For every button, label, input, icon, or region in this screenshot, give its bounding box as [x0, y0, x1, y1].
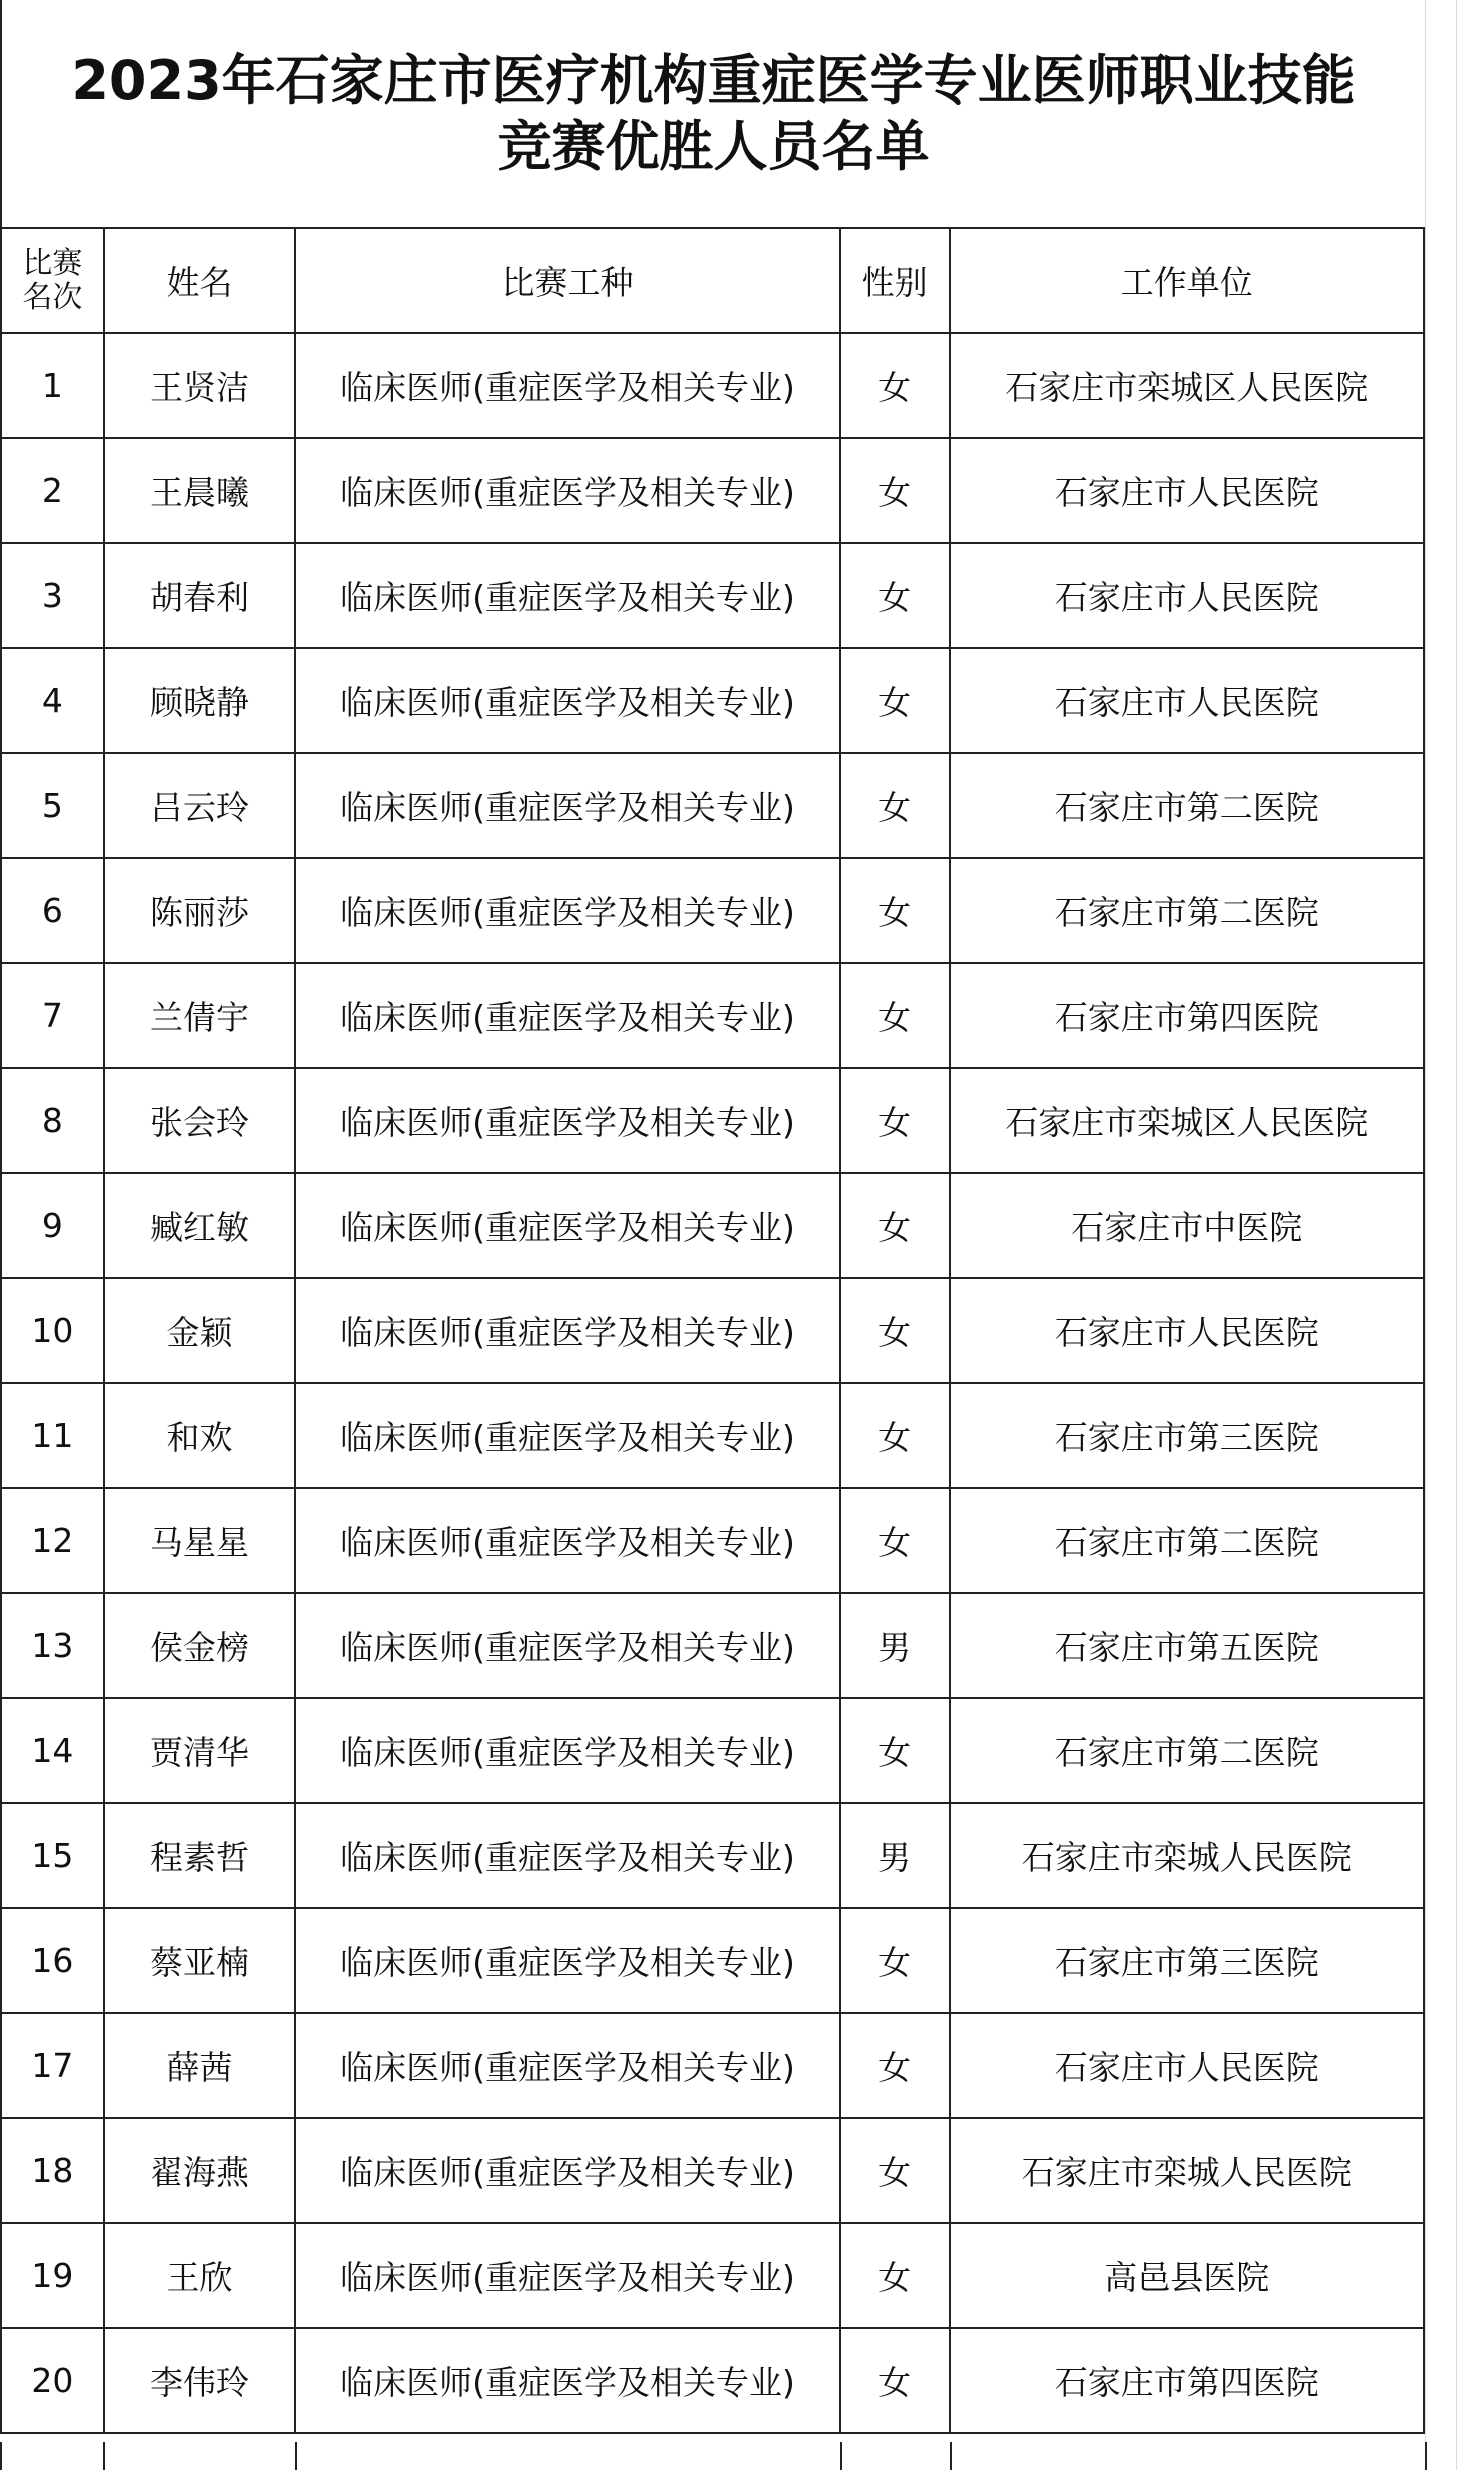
cell-unit: 石家庄市栾城区人民医院: [950, 333, 1424, 438]
cell-unit: 石家庄市栾城人民医院: [950, 2118, 1424, 2223]
table-row: [1, 1908, 1424, 2013]
cell-gender: 女: [840, 1698, 950, 1803]
tail-gridline: [295, 2442, 297, 2470]
cell-name: 和欢: [104, 1383, 296, 1488]
tail-gridline: [103, 2442, 105, 2470]
header-unit: 工作单位: [950, 228, 1424, 333]
cell-rank: 15: [1, 1803, 104, 1908]
cell-gender: 女: [840, 333, 950, 438]
cell-gender: 女: [840, 1488, 950, 1593]
table-row: [1, 333, 1424, 438]
cell-gender: 女: [840, 1383, 950, 1488]
gridline: [1425, 0, 1426, 2470]
cell-rank: 5: [1, 753, 104, 858]
cell-event: 临床医师(重症医学及相关专业): [295, 1698, 840, 1803]
cell-event: 临床医师(重症医学及相关专业): [295, 1488, 840, 1593]
cell-rank: 2: [1, 438, 104, 543]
cell-name: 陈丽莎: [104, 858, 296, 963]
cell-unit: 石家庄市第四医院: [950, 963, 1424, 1068]
tail-gridline: [1425, 2442, 1427, 2470]
cell-rank: 12: [1, 1488, 104, 1593]
table-row: [1, 438, 1424, 543]
header-rank-line-2: 名次: [22, 279, 83, 315]
cell-rank: 6: [1, 858, 104, 963]
tail-gridline: [0, 2442, 2, 2470]
title-line-2: 竞赛优胜人员名单: [497, 114, 930, 178]
cell-name: 王欣: [104, 2223, 296, 2328]
cell-unit: 高邑县医院: [950, 2223, 1424, 2328]
cell-unit: 石家庄市第二医院: [950, 858, 1424, 963]
document-title: [0, 0, 1425, 227]
cell-gender: 女: [840, 438, 950, 543]
cell-unit: 石家庄市人民医院: [950, 1278, 1424, 1383]
cell-event: 临床医师(重症医学及相关专业): [295, 753, 840, 858]
header-gender: 性别: [840, 228, 950, 333]
cell-gender: 男: [840, 1593, 950, 1698]
cell-rank: 11: [1, 1383, 104, 1488]
table-row: [1, 543, 1424, 648]
cell-name: 薛茜: [104, 2013, 296, 2118]
cell-event: 临床医师(重症医学及相关专业): [295, 1593, 840, 1698]
cell-rank: 8: [1, 1068, 104, 1173]
header-rank: [1, 228, 104, 333]
cell-gender: 女: [840, 858, 950, 963]
cell-unit: 石家庄市第二医院: [950, 1488, 1424, 1593]
table-row: [1, 963, 1424, 1068]
cell-name: 张会玲: [104, 1068, 296, 1173]
cell-name: 吕云玲: [104, 753, 296, 858]
table-row: [1, 858, 1424, 963]
cell-rank: 4: [1, 648, 104, 753]
cell-unit: 石家庄市第二医院: [950, 1698, 1424, 1803]
cell-name: 蔡亚楠: [104, 1908, 296, 2013]
cell-gender: 女: [840, 648, 950, 753]
cell-name: 程素哲: [104, 1803, 296, 1908]
cell-event: 临床医师(重症医学及相关专业): [295, 1173, 840, 1278]
cell-name: 李伟玲: [104, 2328, 296, 2433]
cell-event: 临床医师(重症医学及相关专业): [295, 438, 840, 543]
table-row: [1, 1488, 1424, 1593]
cell-name: 王晨曦: [104, 438, 296, 543]
cell-name: 翟海燕: [104, 2118, 296, 2223]
cell-unit: 石家庄市栾城人民医院: [950, 1803, 1424, 1908]
cell-event: 临床医师(重症医学及相关专业): [295, 1908, 840, 2013]
cell-gender: 女: [840, 1278, 950, 1383]
cell-unit: 石家庄市第二医院: [950, 753, 1424, 858]
cell-rank: 19: [1, 2223, 104, 2328]
cell-unit: 石家庄市栾城区人民医院: [950, 1068, 1424, 1173]
table-row: [1, 1068, 1424, 1173]
table-header-row: [1, 228, 1424, 333]
cell-event: 临床医师(重症医学及相关专业): [295, 1278, 840, 1383]
cell-gender: 女: [840, 2328, 950, 2433]
table-row: [1, 2118, 1424, 2223]
table-row: [1, 2223, 1424, 2328]
cell-rank: 7: [1, 963, 104, 1068]
table-row: [1, 1173, 1424, 1278]
cell-unit: 石家庄市人民医院: [950, 543, 1424, 648]
cell-rank: 10: [1, 1278, 104, 1383]
cell-name: 臧红敏: [104, 1173, 296, 1278]
cell-gender: 男: [840, 1803, 950, 1908]
title-line-1: 2023年石家庄市医疗机构重症医学专业医师职业技能: [71, 48, 1356, 112]
cell-name: 金颖: [104, 1278, 296, 1383]
cell-name: 胡春利: [104, 543, 296, 648]
table-row: [1, 1593, 1424, 1698]
cell-event: 临床医师(重症医学及相关专业): [295, 2118, 840, 2223]
cell-unit: 石家庄市人民医院: [950, 2013, 1424, 2118]
tail-gridline: [840, 2442, 842, 2470]
cell-name: 侯金榜: [104, 1593, 296, 1698]
cell-event: 临床医师(重症医学及相关专业): [295, 333, 840, 438]
cell-unit: 石家庄市人民医院: [950, 438, 1424, 543]
header-rank-line-1: 比赛: [22, 245, 83, 281]
cell-gender: 女: [840, 963, 950, 1068]
table-row: [1, 1278, 1424, 1383]
cell-rank: 3: [1, 543, 104, 648]
cell-event: 临床医师(重症医学及相关专业): [295, 1383, 840, 1488]
cell-gender: 女: [840, 753, 950, 858]
cell-gender: 女: [840, 1068, 950, 1173]
winners-table: [0, 227, 1425, 2434]
cell-rank: 20: [1, 2328, 104, 2433]
cell-rank: 14: [1, 1698, 104, 1803]
cell-gender: 女: [840, 2118, 950, 2223]
cell-event: 临床医师(重症医学及相关专业): [295, 2223, 840, 2328]
table-row: [1, 1698, 1424, 1803]
table-body: [1, 333, 1424, 2433]
cell-event: 临床医师(重症医学及相关专业): [295, 1068, 840, 1173]
cell-gender: 女: [840, 2223, 950, 2328]
table-row: [1, 1383, 1424, 1488]
cell-unit: 石家庄市中医院: [950, 1173, 1424, 1278]
cell-unit: 石家庄市第三医院: [950, 1908, 1424, 2013]
tail-gridline: [950, 2442, 952, 2470]
cell-rank: 16: [1, 1908, 104, 2013]
table-row: [1, 2013, 1424, 2118]
cell-gender: 女: [840, 2013, 950, 2118]
table-row: [1, 753, 1424, 858]
cell-name: 顾晓静: [104, 648, 296, 753]
cell-event: 临床医师(重症医学及相关专业): [295, 2328, 840, 2433]
cell-rank: 17: [1, 2013, 104, 2118]
table-row: [1, 1803, 1424, 1908]
cell-event: 临床医师(重症医学及相关专业): [295, 2013, 840, 2118]
cell-name: 贾清华: [104, 1698, 296, 1803]
cell-event: 临床医师(重症医学及相关专业): [295, 1803, 840, 1908]
table-row: [1, 2328, 1424, 2433]
cell-name: 兰倩宇: [104, 963, 296, 1068]
cell-unit: 石家庄市第四医院: [950, 2328, 1424, 2433]
cell-gender: 女: [840, 1173, 950, 1278]
cell-rank: 9: [1, 1173, 104, 1278]
cell-unit: 石家庄市第三医院: [950, 1383, 1424, 1488]
table-row: [1, 648, 1424, 753]
cell-rank: 13: [1, 1593, 104, 1698]
cell-name: 马星星: [104, 1488, 296, 1593]
cell-rank: 18: [1, 2118, 104, 2223]
cell-rank: 1: [1, 333, 104, 438]
header-name: 姓名: [104, 228, 296, 333]
header-event: 比赛工种: [295, 228, 840, 333]
table-tail-row: [0, 2442, 1425, 2470]
cell-unit: 石家庄市第五医院: [950, 1593, 1424, 1698]
cell-event: 临床医师(重症医学及相关专业): [295, 858, 840, 963]
cell-name: 王贤洁: [104, 333, 296, 438]
cell-event: 临床医师(重症医学及相关专业): [295, 648, 840, 753]
cell-gender: 女: [840, 1908, 950, 2013]
cell-event: 临床医师(重症医学及相关专业): [295, 543, 840, 648]
cell-gender: 女: [840, 543, 950, 648]
cell-unit: 石家庄市人民医院: [950, 648, 1424, 753]
cell-event: 临床医师(重症医学及相关专业): [295, 963, 840, 1068]
